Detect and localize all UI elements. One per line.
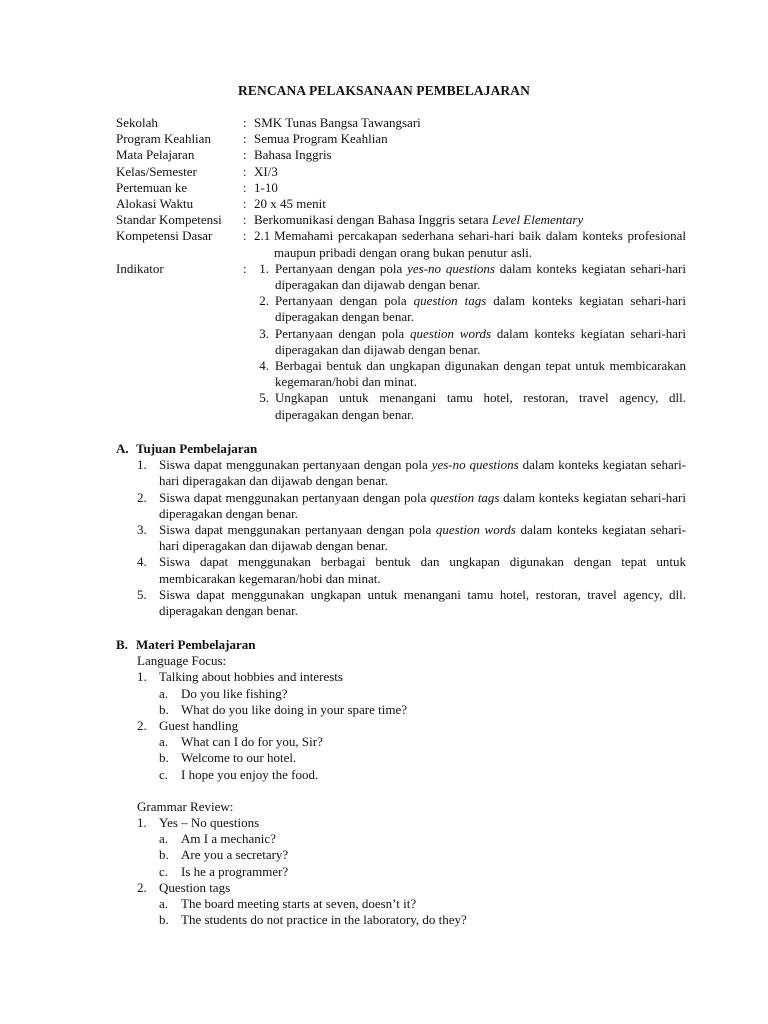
row-indikator <box>116 261 686 423</box>
label-standar-kompetensi: Standar Kompetensi <box>116 212 222 228</box>
item-number: 1. <box>137 457 147 473</box>
kd-line <box>254 228 686 260</box>
item-term: question tags <box>430 489 500 505</box>
colon: : <box>243 228 247 244</box>
label-sekolah: Sekolah <box>116 115 158 130</box>
sub-list <box>159 896 686 928</box>
item-number: 2. <box>259 293 269 309</box>
indikator-item <box>253 261 686 293</box>
section-materi <box>116 637 686 928</box>
list-item <box>137 815 686 880</box>
item-text: Berbagai bentuk dan ungkapan digunakan dengan tepat untuk membicarakan kegemaran/hobi dan minat. <box>275 358 686 390</box>
item-text: Guest handling <box>159 718 239 734</box>
colon: : <box>243 212 247 228</box>
sub-letter: a. <box>159 734 169 750</box>
list-item <box>137 718 686 783</box>
tujuan-item <box>137 490 686 522</box>
section-heading <box>116 441 686 457</box>
sub-item <box>159 702 686 718</box>
sub-text: I hope you enjoy the food. <box>181 766 319 782</box>
label-pertemuan: Pertemuan ke <box>116 179 188 195</box>
sk-level: Level Elementary <box>491 212 584 228</box>
sub-item <box>159 734 686 750</box>
value-standar-kompetensi <box>254 212 686 228</box>
indikator-item <box>253 293 686 325</box>
item-text: Siswa dapat menggunakan ungkapan untuk menangani tamu hotel, restoran, travel agency, dll. diperagakan dengan benar. <box>159 586 686 619</box>
item-text: dalam konteks kegiatan sehari-hari diperagakan dengan benar. <box>275 293 686 325</box>
section-title: Tujuan Pembelajaran <box>136 441 258 456</box>
row-kelas <box>116 164 686 180</box>
tujuan-item <box>137 554 686 586</box>
section-letter: A. <box>116 441 129 456</box>
item-number: 5. <box>259 390 269 406</box>
sk-text: Berkomunikasi dengan Bahasa Inggris setara <box>254 212 492 228</box>
item-term: question words <box>409 325 492 341</box>
sub-text: The students do not practice in the laboratory, do they? <box>181 912 467 928</box>
sub-text: The board meeting starts at seven, doesn’t it? <box>181 896 417 912</box>
row-pertemuan <box>116 180 686 196</box>
item-number: 1. <box>137 669 147 685</box>
sub-item <box>159 686 686 702</box>
item-text: Siswa dapat menggunakan pertanyaan dengan pola <box>159 522 436 538</box>
colon: : <box>243 196 247 212</box>
grammar-review-list <box>137 815 686 928</box>
sub-letter: b. <box>159 912 169 928</box>
sub-text: Welcome to our hotel. <box>181 750 297 766</box>
item-term: question words <box>435 522 516 538</box>
item-text: dalam konteks kegiatan sehari-hari diperagakan dengan benar. <box>159 489 686 521</box>
sub-text: What can I do for you, Sir? <box>181 734 323 750</box>
sub-text: Am I a mechanic? <box>181 831 276 847</box>
sub-item <box>159 750 686 766</box>
sub-list <box>159 734 686 783</box>
item-number: 2. <box>137 718 147 734</box>
item-text: Ungkapan untuk menangani tamu hotel, restoran, travel agency, dll. diperagakan dengan benar. <box>275 390 686 422</box>
item-text: Siswa dapat menggunakan pertanyaan dengan pola <box>159 489 431 505</box>
indikator-item <box>253 358 686 390</box>
item-number: 2. <box>137 489 147 505</box>
identity-table <box>116 115 686 423</box>
item-text: Pertanyaan dengan pola <box>275 325 410 341</box>
item-term: yes-no questions <box>407 260 495 276</box>
sub-letter: a. <box>159 831 169 847</box>
tujuan-list <box>137 457 686 619</box>
language-focus-label: Language Focus: <box>137 653 227 669</box>
section-tujuan <box>116 441 686 619</box>
colon: : <box>243 260 247 276</box>
item-number: 1. <box>137 815 147 831</box>
kd-text: Memahami percakapan sederhana sehari-hari baik dalam konteks profesional maupun pribadi dengan orang bukan penutur asli. <box>274 228 686 260</box>
label-mapel: Mata Pelajaran <box>116 147 195 163</box>
item-term: yes-no questions <box>431 457 519 473</box>
item-text: Pertanyaan dengan pola <box>275 260 408 276</box>
sub-item <box>159 896 686 912</box>
indikator-list <box>253 261 686 423</box>
tujuan-item <box>137 457 686 489</box>
item-number: 5. <box>137 586 147 602</box>
value-program: Semua Program Keahlian <box>254 131 388 147</box>
colon: : <box>243 179 247 195</box>
item-term: question tags <box>413 293 487 309</box>
sub-item <box>159 912 686 928</box>
indikator-item <box>253 390 686 422</box>
sub-letter: b. <box>159 750 169 766</box>
sub-letter: a. <box>159 896 169 912</box>
indikator-item <box>253 326 686 358</box>
colon: : <box>243 163 247 179</box>
sub-letter: a. <box>159 685 169 701</box>
section-heading <box>116 637 686 653</box>
label-alokasi: Alokasi Waktu <box>116 196 194 212</box>
item-text: Talking about hobbies and interests <box>159 669 343 685</box>
label-kompetensi-dasar: Kompetensi Dasar <box>116 228 213 244</box>
grammar-review-label: Grammar Review: <box>137 798 234 814</box>
row-mapel <box>116 147 686 163</box>
sub-list <box>159 831 686 880</box>
section-title: Materi Pembelajaran <box>136 637 256 652</box>
sub-item <box>159 864 686 880</box>
list-item <box>137 880 686 929</box>
value-mapel: Bahasa Inggris <box>254 147 332 163</box>
item-text: dalam konteks kegiatan sehari-hari diperagakan dan dijawab dengan benar. <box>159 457 687 489</box>
item-text: Siswa dapat menggunakan pertanyaan dengan pola <box>159 457 432 473</box>
item-text: Pertanyaan dengan pola <box>275 293 414 309</box>
item-text: Yes – No questions <box>159 815 260 831</box>
item-number: 4. <box>259 358 269 374</box>
sub-letter: b. <box>159 701 169 717</box>
sub-letter: b. <box>159 847 169 863</box>
colon: : <box>243 131 247 147</box>
document-title: RENCANA PELAKSANAAN PEMBELAJARAN <box>238 83 530 98</box>
item-text: Siswa dapat menggunakan berbagai bentuk dan ungkapan digunakan dengan tepat untuk membicarakan kegemaran/hobi dan minat. <box>159 554 686 586</box>
item-text: dalam konteks kegiatan sehari-hari diperagakan dan dijawab dengan benar. <box>159 522 687 554</box>
row-alokasi <box>116 196 686 212</box>
spacer <box>116 783 686 799</box>
language-focus-list <box>137 669 686 782</box>
row-program <box>116 131 686 147</box>
label-indikator: Indikator <box>116 260 164 276</box>
tujuan-item <box>137 587 686 619</box>
item-number: 3. <box>259 325 269 341</box>
item-number: 4. <box>137 554 147 570</box>
value-sekolah: SMK Tunas Bangsa Tawangsari <box>254 115 421 130</box>
item-text: Question tags <box>159 879 231 895</box>
sub-text: What do you like doing in your spare time? <box>181 701 408 717</box>
tujuan-item <box>137 522 686 554</box>
sub-list <box>159 686 686 718</box>
sub-text: Are you a secretary? <box>181 847 289 863</box>
sub-text: Is he a programmer? <box>181 863 289 879</box>
colon: : <box>243 115 247 130</box>
colon: : <box>243 147 247 163</box>
sub-item <box>159 831 686 847</box>
item-text: dalam konteks kegiatan sehari-hari diperagakan dan dijawab dengan benar. <box>275 260 686 293</box>
row-standar-kompetensi <box>116 212 686 228</box>
value-alokasi: 20 x 45 menit <box>254 196 326 212</box>
item-number: 3. <box>137 522 147 538</box>
label-program: Program Keahlian <box>116 131 211 147</box>
value-pertemuan: 1-10 <box>254 179 278 195</box>
value-kelas: XI/3 <box>254 163 278 179</box>
sub-letter: c. <box>159 863 169 879</box>
section-letter: B. <box>116 637 128 652</box>
row-sekolah <box>116 115 686 131</box>
sub-item <box>159 767 686 783</box>
label-kelas: Kelas/Semester <box>116 163 197 179</box>
list-item <box>137 669 686 718</box>
sub-text: Do you like fishing? <box>181 685 288 701</box>
item-text: dalam konteks kegiatan sehari-hari diperagakan dan dijawab dengan benar. <box>275 325 686 357</box>
row-kompetensi-dasar <box>116 228 686 260</box>
item-number: 1. <box>259 260 269 276</box>
item-number: 2. <box>137 879 147 895</box>
kd-number: 2.1 <box>254 228 271 244</box>
value-kompetensi-dasar <box>254 228 686 260</box>
sub-item <box>159 847 686 863</box>
sub-letter: c. <box>159 766 169 782</box>
